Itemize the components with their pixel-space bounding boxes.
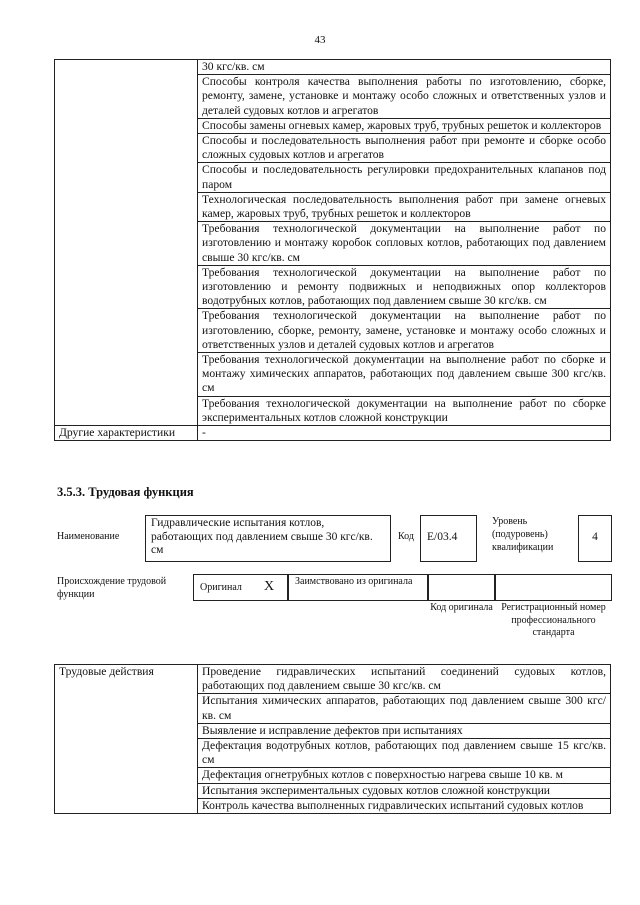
origin-code-caption: Код оригинала xyxy=(430,602,493,613)
function-code-value: Е/03.4 xyxy=(420,515,477,562)
labor-actions-label: Трудовые действия xyxy=(55,665,198,814)
requirement-item: Способы и последовательность регулировки предохранительных клапанов под паром xyxy=(198,163,611,192)
requirement-item: 30 кгс/кв. см xyxy=(198,60,611,75)
requirement-item: Способы замены огневых камер, жаровых труб, трубных решеток и коллекторов xyxy=(198,118,611,133)
labor-action-item: Проведение гидравлических испытаний соединений судовых котлов, работающих под давлением свыше 30 кгс/кв. см xyxy=(198,665,611,694)
table-row xyxy=(55,426,611,441)
other-characteristics-value: - xyxy=(198,426,611,441)
origin-borrowed-label: Заимствовано из оригинала xyxy=(288,574,428,601)
origin-original-mark: X xyxy=(264,579,275,594)
function-name-value: Гидравлические испытания котлов, работающих под давлением свыше 30 кгс/кв. см xyxy=(145,515,391,562)
table-row xyxy=(55,60,611,75)
labor-actions-table xyxy=(54,664,611,814)
requirement-item: Требования технологической документации на выполнение работ по изготовлению, сборке, ремонту, замене, установке и монтажу особо сложных и ответственных узлов и деталей судовых котлов и агрегатов xyxy=(198,309,611,353)
function-name-label: Наименование xyxy=(57,531,120,542)
requirement-item: Требования технологической документации на выполнение работ по сборке и монтажу химических аппаратов, работающих под давлением свыше 300 кгс/кв. см xyxy=(198,353,611,397)
labor-action-item: Дефектация огнетрубных котлов с поверхностью нагрева свыше 10 кв. м xyxy=(198,768,611,783)
labor-action-item: Испытания химических аппаратов, работающих под давлением свыше 300 кгс/кв. см xyxy=(198,694,611,723)
requirements-label-cell xyxy=(55,60,198,426)
labor-action-item: Контроль качества выполненных гидравлических испытаний судовых котлов xyxy=(198,798,611,813)
function-code-label: Код xyxy=(398,531,414,542)
origin-original-label: Оригинал xyxy=(200,582,242,593)
qualification-level-label: Уровень (подуровень) квалификации xyxy=(492,516,554,553)
requirement-item: Способы и последовательность выполнения работ при ремонте и сборке особо сложных судовых котлов и агрегатов xyxy=(198,134,611,163)
labor-action-item: Испытания экспериментальных судовых котлов сложной конструкции xyxy=(198,783,611,798)
requirement-item: Технологическая последовательность выполнения работ при замене огневых камер, жаровых труб, трубных решеток и коллекторов xyxy=(198,192,611,221)
section-title: 3.5.3. Трудовая функция xyxy=(57,485,194,499)
other-characteristics-label: Другие характеристики xyxy=(55,426,198,441)
table-row xyxy=(55,665,611,694)
labor-action-item: Выявление и исправление дефектов при испытаниях xyxy=(198,723,611,738)
requirement-item: Способы контроля качества выполнения работы по изготовлению, сборке, ремонту, замене, установке и монтажу особо сложных и ответственных узлов и деталей судовых котлов и агрегатов xyxy=(198,75,611,119)
requirement-item: Требования технологической документации на выполнение работ по сборке экспериментальных котлов сложной конструкции xyxy=(198,396,611,425)
origin-label: Происхождение трудовой функции xyxy=(57,576,167,600)
requirement-item: Требования технологической документации на выполнение работ по изготовлению и монтажу коробок сопловых котлов, работающих под давлением свыше 30 кгс/кв. см xyxy=(198,222,611,266)
origin-reg-number-cell xyxy=(495,574,612,601)
origin-original-cell xyxy=(193,574,288,601)
qualification-level-value: 4 xyxy=(578,515,612,562)
requirements-table xyxy=(54,59,611,441)
labor-action-item: Дефектация водотрубных котлов, работающих под давлением свыше 15 кгс/кв. см xyxy=(198,739,611,768)
origin-code-cell xyxy=(428,574,495,601)
origin-reg-caption: Регистрационный номер профессионального стандарта xyxy=(501,602,606,639)
page-number: 43 xyxy=(314,34,326,46)
requirement-item: Требования технологической документации на выполнение работ по изготовлению и ремонту подвижных и неподвижных опор коллекторов водотрубных котлов, работающих под давлением свыше 30 кгс/кв. см xyxy=(198,265,611,309)
